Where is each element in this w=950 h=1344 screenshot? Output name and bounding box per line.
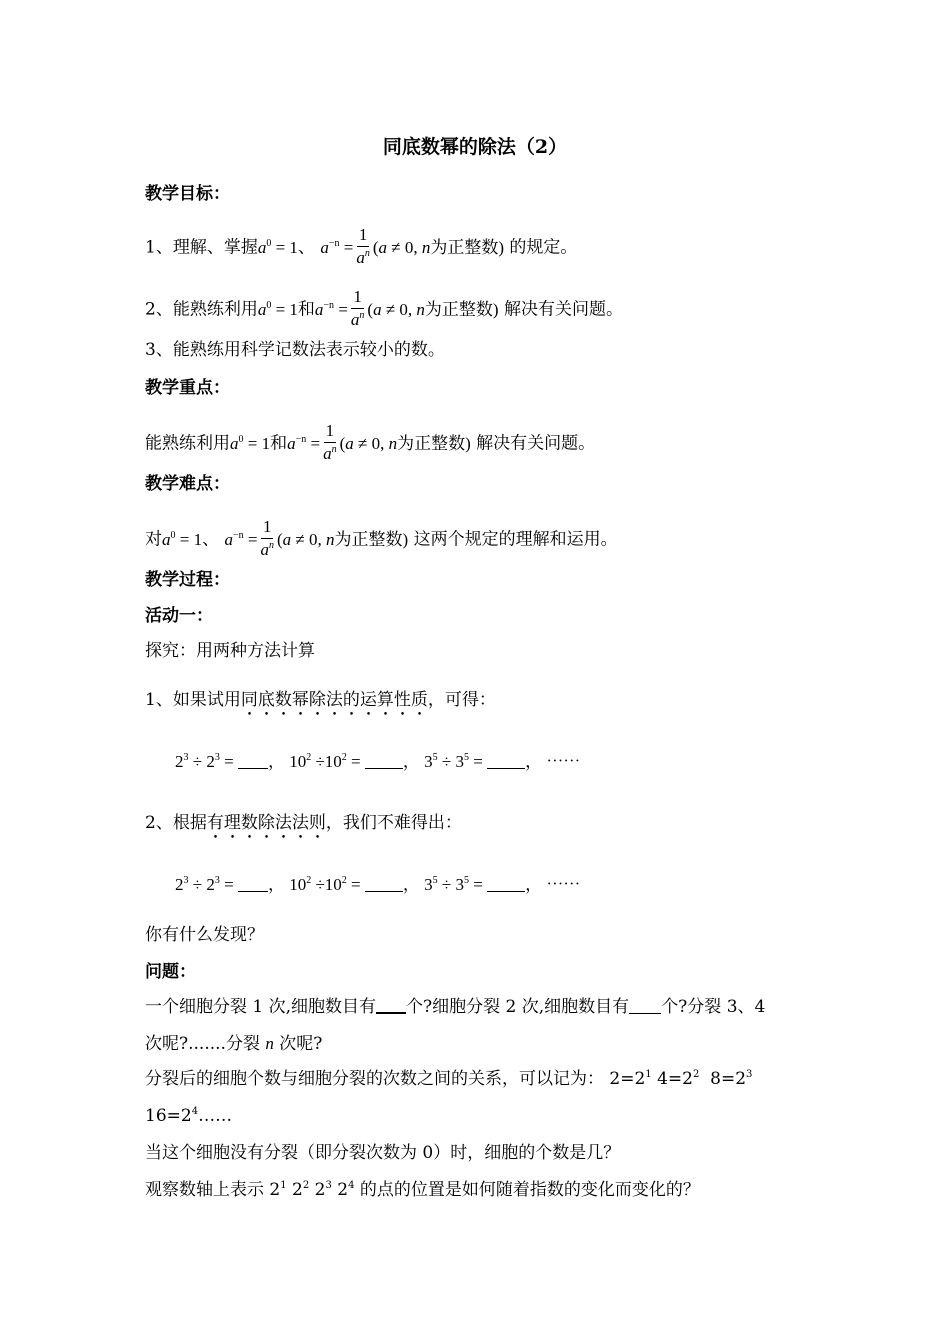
process-heading: 教学过程： bbox=[145, 570, 230, 590]
answer-blank[interactable] bbox=[487, 754, 525, 769]
difficulties-heading: 教学难点： bbox=[145, 474, 230, 494]
problem-line-1: 一个细胞分裂 1 次,细胞数目有 个?细胞分裂 2 次,细胞数目有 个?分裂 3、4 bbox=[145, 997, 766, 1017]
key-points-heading: 教学重点： bbox=[145, 378, 230, 398]
fraction: $\frac{1}{a^n}$ bbox=[260, 517, 274, 559]
problem-heading: 问题： bbox=[145, 962, 196, 982]
answer-blank[interactable] bbox=[487, 877, 525, 892]
objective-2: 2、能熟练利用$a^0 = 1$和$a^{-n}$ = $\frac{1}{a^n}$ (a ≠ 0, n为正整数) 解决有关问题。 bbox=[145, 287, 623, 329]
problem-line-3: 分裂后的细胞个数与细胞分裂的次数之间的关系，可以记为： $2=2^1$ $4=2^2$ $8=2^3$ bbox=[145, 1069, 753, 1089]
problem-line-4: $16=2^4\dots\dots$ bbox=[145, 1106, 233, 1126]
problem-line-6: 观察数轴上表示 $2^1$ $2^2$ $2^3$ $2^4$ 的点的位置是如何随着指数的变化而变化的？ bbox=[145, 1180, 700, 1200]
problem-line-2: 次呢?.......分裂 n 次呢? bbox=[145, 1034, 323, 1054]
problem-line-5: 当这个细胞没有分裂（即分裂次数为 0）时，细胞的个数是几？ bbox=[145, 1143, 621, 1163]
page-title: 同底数幂的除法（2） bbox=[382, 136, 568, 158]
answer-blank[interactable] bbox=[365, 754, 403, 769]
answer-blank[interactable] bbox=[629, 999, 661, 1014]
question-2: 2、根据有理数除法法则，我们不难得出： bbox=[145, 813, 462, 833]
objectives-heading: 教学目标： bbox=[145, 184, 230, 204]
fraction: $\frac{1}{a^n}$ bbox=[356, 225, 370, 267]
expression-row-1: $2^3 \div 2^3$ = ， $10^2 \div 10^2$ = ， $3^5 \div 3^5$ = ， ⋯⋯ bbox=[175, 752, 581, 771]
activity-1-heading: 活动一： bbox=[145, 606, 213, 626]
answer-blank[interactable] bbox=[238, 877, 268, 892]
difficulties-text: 对$a^0 = 1$、 $a^{-n}$ = $\frac{1}{a^n}$ (a ≠ 0, n为正整数) 这两个规定的理解和运用。 bbox=[145, 517, 618, 559]
answer-blank[interactable] bbox=[376, 998, 406, 1014]
objective-1: 1、理解、掌握$a^0 = 1$、 $a^{-n}$ = $\frac{1}{a^n}$ (a ≠ 0, n为正整数) 的规定。 bbox=[145, 225, 578, 267]
expression-row-2: $2^3 \div 2^3$ = ， $10^2 \div 10^2$ = ， $3^5 \div 3^5$ = ， ⋯⋯ bbox=[175, 875, 581, 894]
discover-text: 你有什么发现？ bbox=[145, 925, 264, 945]
fraction: $\frac{1}{a^n}$ bbox=[323, 421, 337, 463]
key-points-text: 能熟练利用$a^0 = 1$和$a^{-n}$ = $\frac{1}{a^n}$ (a ≠ 0, n为正整数) 解决有关问题。 bbox=[145, 421, 596, 463]
explore-text: 探究：用两种方法计算 bbox=[145, 641, 315, 661]
objective-3: 3、能熟练用科学记数法表示较小的数。 bbox=[145, 340, 445, 360]
answer-blank[interactable] bbox=[238, 754, 268, 769]
question-1: 1、如果试用同底数幂除法的运算性质，可得： bbox=[145, 690, 496, 710]
answer-blank[interactable] bbox=[365, 877, 403, 892]
fraction: $\frac{1}{a^n}$ bbox=[350, 287, 365, 329]
